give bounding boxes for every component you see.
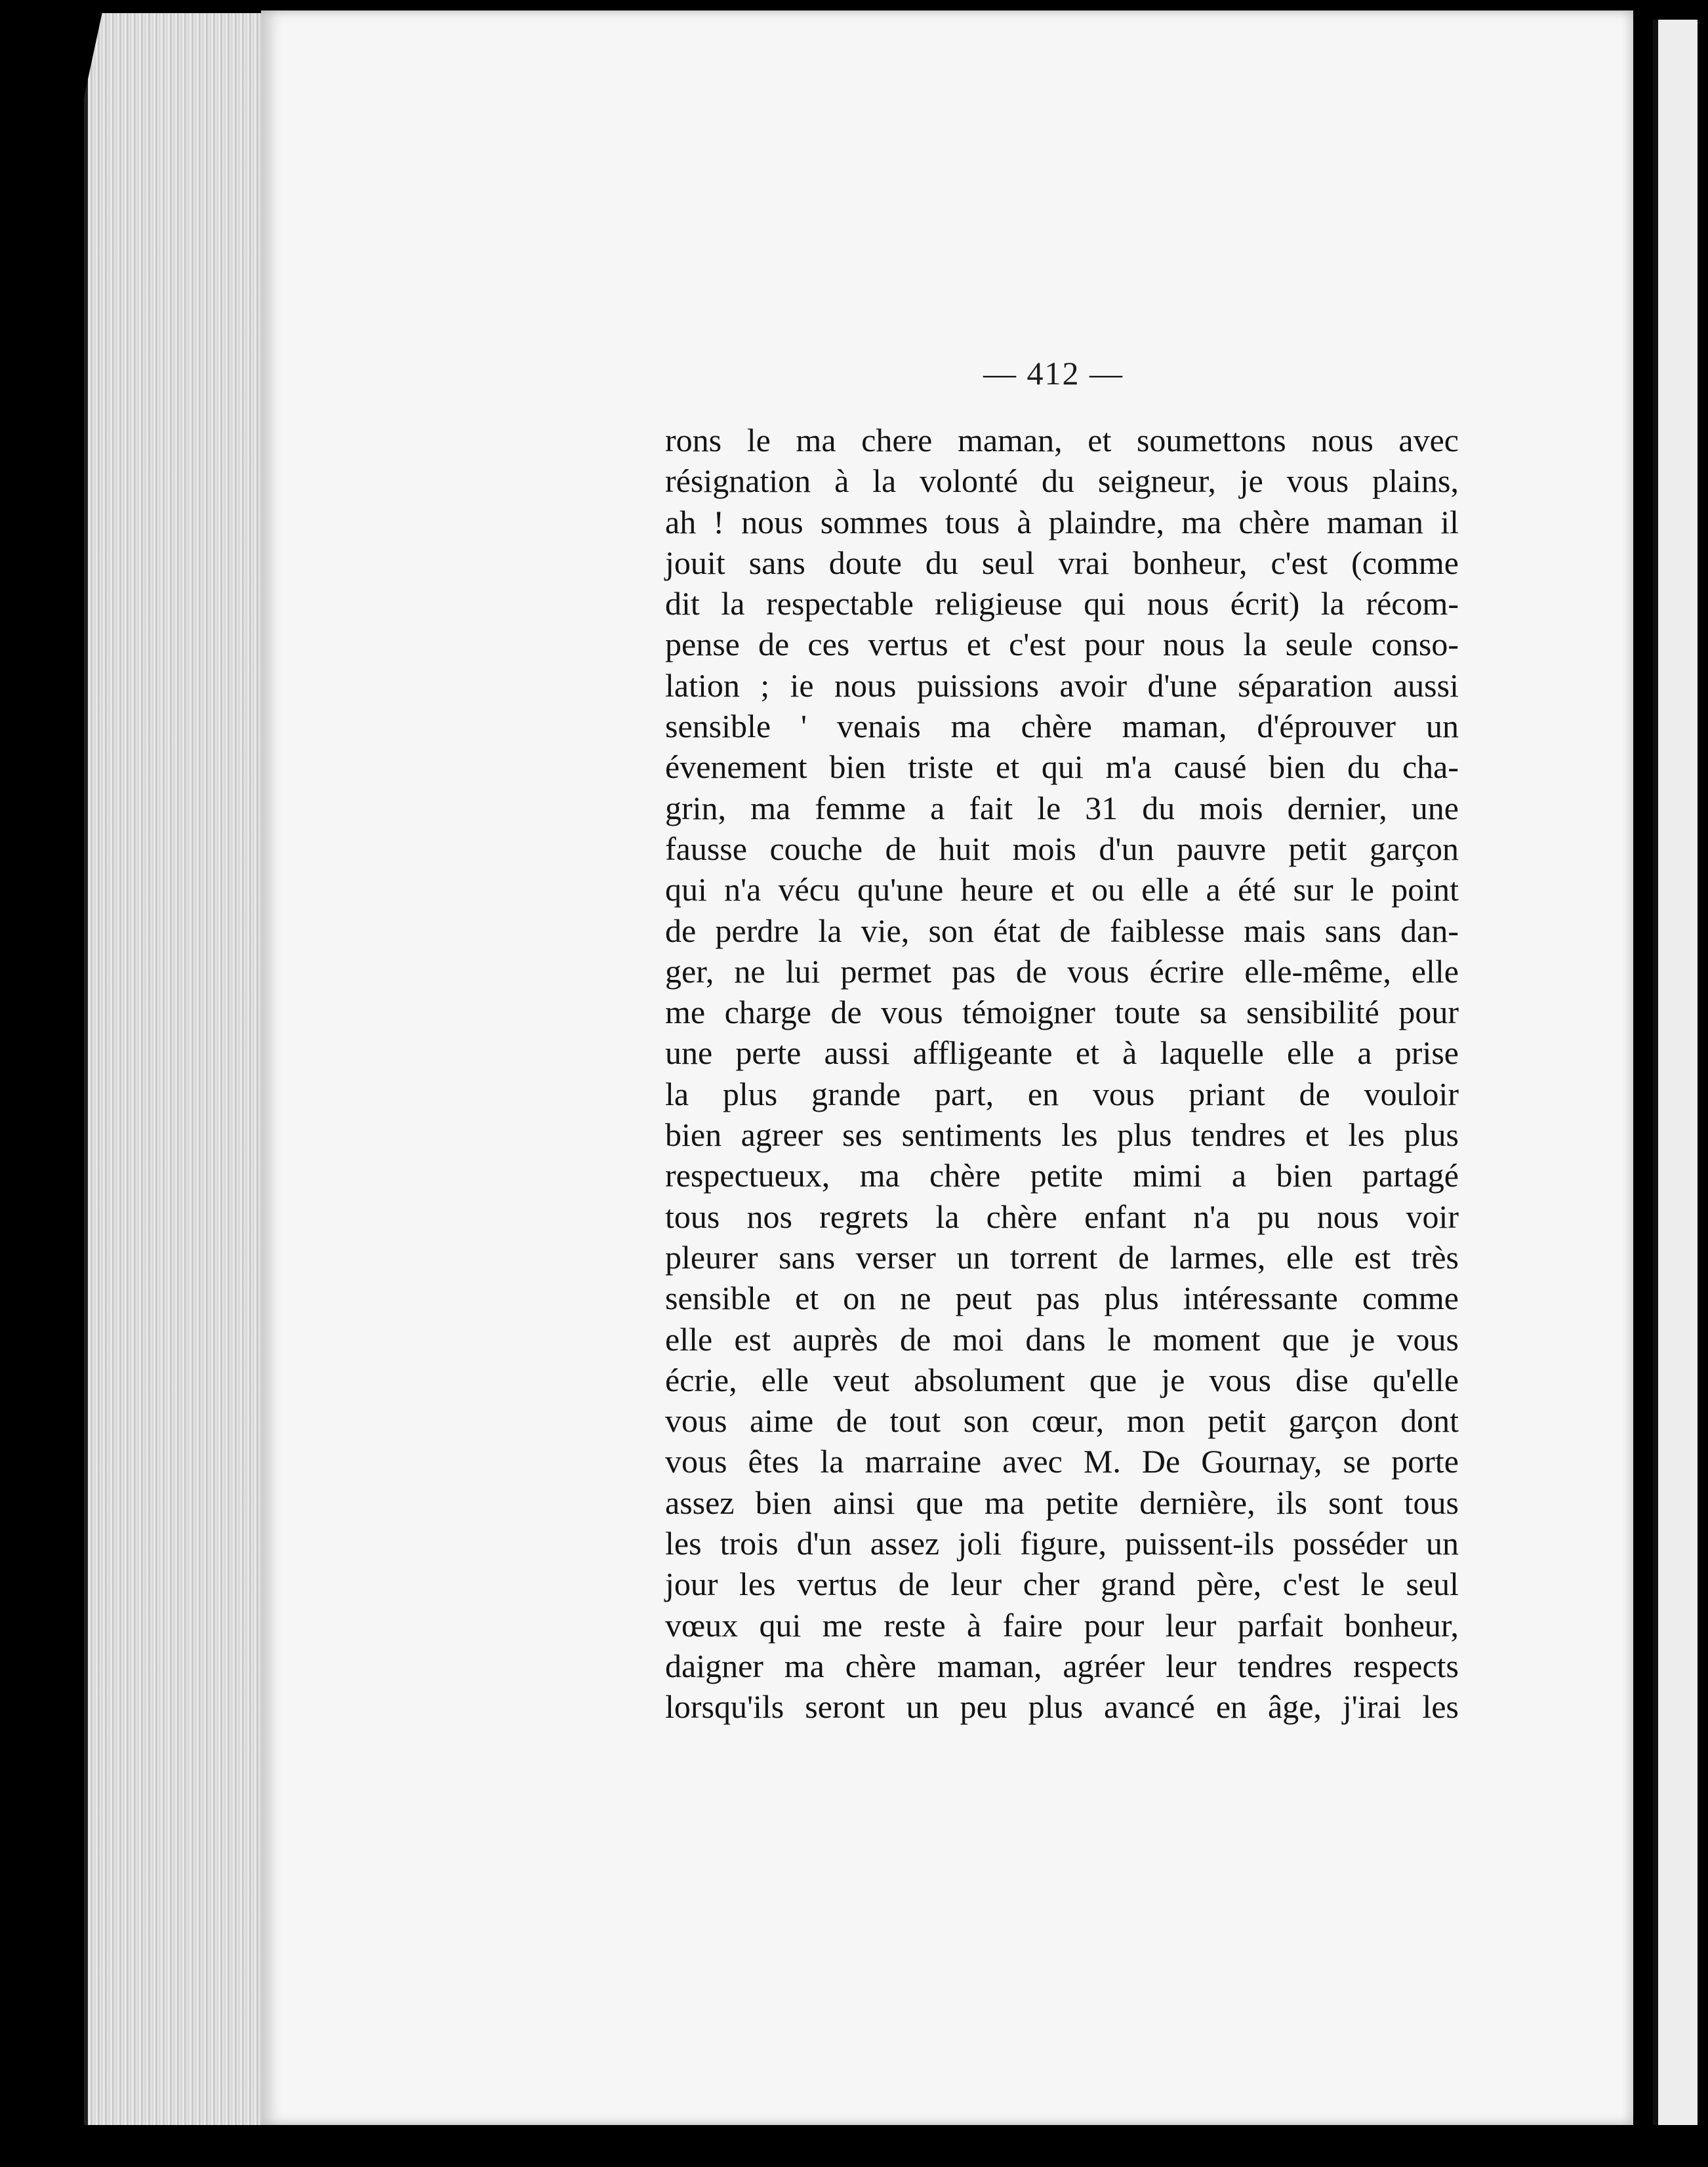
text-line: de perdre la vie, son état de faiblesse mais sans dan- (665, 912, 1459, 949)
text-line: jouit sans doute du seul vrai bonheur, c'est (comme (665, 544, 1459, 581)
text-line: elle est auprès de moi dans le moment que je vous (665, 1320, 1459, 1358)
text-line: sensible ' venais ma chère maman, d'éprouver un (665, 708, 1459, 745)
text-line: vous êtes la marraine avec M. De Gournay, se porte (665, 1443, 1459, 1480)
text-line: respectueux, ma chère petite mimi a bien partagé (665, 1157, 1459, 1194)
text-line: pense de ces vertus et c'est pour nous la seule conso- (665, 626, 1459, 663)
text-line: tous nos regrets la chère enfant n'a pu nous voir (665, 1198, 1459, 1235)
text-line: ah ! nous sommes tous à plaindre, ma chère maman il (665, 503, 1459, 540)
text-line: vœux qui me reste à faire pour leur parfait bonheur, (665, 1606, 1459, 1644)
text-line: rons le ma chere maman, et soumettons nous avec (665, 422, 1459, 458)
text-line: qui n'a vécu qu'une heure et ou elle a été sur le point (665, 871, 1459, 908)
text-line: pleurer sans verser un torrent de larmes, elle est très (665, 1238, 1459, 1276)
text-line: résignation à la volonté du seigneur, je vous plains, (665, 462, 1459, 500)
text-line: dit la respectable religieuse qui nous écrit) la récom- (665, 585, 1459, 622)
page-number: — 412 — (983, 355, 1124, 392)
text-line: grin, ma femme a fait le 31 du mois dernier, une (665, 789, 1459, 826)
text-line: assez bien ainsi que ma petite dernière, ils sont tous (665, 1484, 1459, 1521)
text-line: bien agreer ses sentiments les plus tendres et les plus (665, 1116, 1459, 1154)
book-page-edges (84, 13, 265, 2125)
text-line: daigner ma chère maman, agréer leur tendres respects (665, 1647, 1459, 1684)
text-line: une perte aussi affligeante et à laquelle elle a prise (665, 1034, 1459, 1072)
text-line: vous aime de tout son cœur, mon petit garçon dont (665, 1402, 1459, 1440)
text-line: sensible et on ne peut pas plus intéressante comme (665, 1280, 1459, 1317)
text-line: fausse couche de huit mois d'un pauvre petit garçon (665, 830, 1459, 867)
text-line: jour les vertus de leur cher grand père, c'est le seul (665, 1566, 1459, 1603)
text-line: lorsqu'ils seront un peu plus avancé en âge, j'irai les (665, 1688, 1459, 1726)
text-line: écrie, elle veut absolument que je vous dise qu'elle (665, 1361, 1459, 1398)
text-line: ger, ne lui permet pas de vous écrire elle-même, elle (665, 952, 1459, 990)
text-line: les trois d'un assez joli figure, puissent-ils posséder un (665, 1525, 1459, 1562)
text-line: la plus grande part, en vous priant de vouloir (665, 1075, 1459, 1112)
body-text (665, 420, 1459, 1728)
text-line: lation ; ie nous puissions avoir d'une séparation aussi (665, 666, 1459, 704)
text-line: me charge de vous témoigner toute sa sensibilité pour (665, 994, 1459, 1031)
text-line: évenement bien triste et qui m'a causé bien du cha- (665, 748, 1459, 786)
facing-page-edge (1653, 20, 1698, 2125)
